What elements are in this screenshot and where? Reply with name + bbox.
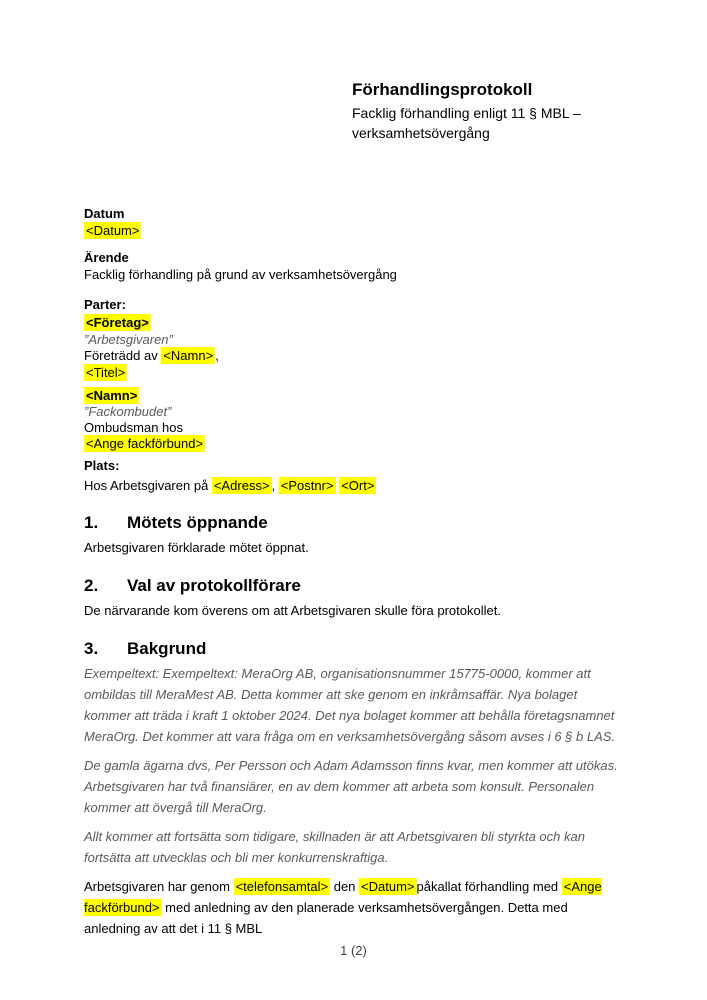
placeholder-namn-union[interactable]: <Namn> xyxy=(86,388,138,403)
section-1-number: 1. xyxy=(84,513,99,532)
union-rep-role: Ombudsman hos xyxy=(84,420,183,435)
document-body xyxy=(84,205,625,939)
field-datum xyxy=(84,205,625,239)
placeholder-datum-closing[interactable]: <Datum> xyxy=(361,879,415,894)
represented-by-suffix: , xyxy=(215,348,219,363)
placeholder-namn-employer[interactable]: <Namn> xyxy=(163,348,214,363)
plats-label: Plats: xyxy=(84,458,120,473)
represented-by-prefix: Företrädd av xyxy=(84,348,162,363)
section-2-body: De närvarande kom överens om att Arbetsgivaren skulle föra protokollet. xyxy=(84,603,501,618)
page-number: 1 (2) xyxy=(340,943,367,958)
placeholder-datum[interactable]: <Datum> xyxy=(86,223,140,238)
background-example-para-1: Exempeltext: Exempeltext: MeraOrg AB, organisationsnummer 15775-0000, kommer att ombildas till MeraMest AB. Detta kommer att ske genom en inkråmsaffär. Nya bolaget kommer att träda i kraft 1 oktober 2024. Det nya bolaget kommer att behålla företagsnamnet MeraOrg. Det kommer att vara fråga om en verksamhetsövergång såsom avses i 6 § b LAS. xyxy=(84,666,616,744)
employer-represented-by xyxy=(84,348,625,365)
background-closing-para xyxy=(84,876,625,939)
arende-text: Facklig förhandling på grund av verksamhetsövergång xyxy=(84,267,397,282)
document-subtitle-line2: verksamhetsövergång xyxy=(352,125,490,141)
closing-part-1: Arbetsgivaren har genom xyxy=(84,879,234,894)
arende-label: Ärende xyxy=(84,250,129,265)
document-subtitle-line1: Facklig förhandling enligt 11 § MBL – xyxy=(352,105,581,121)
section-3-number: 3. xyxy=(84,639,99,658)
section-3-heading xyxy=(84,638,625,660)
placeholder-titel[interactable]: <Titel> xyxy=(86,364,126,380)
plats-text xyxy=(84,477,625,494)
party-union-rep xyxy=(84,388,625,452)
placeholder-fackforbund-closing[interactable]: <Ange fackförbund> xyxy=(84,879,602,915)
placeholder-ort[interactable]: <Ort> xyxy=(341,478,375,493)
background-example-para-3: Allt kommer att fortsätta som tidigare, skillnaden är att Arbetsgivaren bli styrkta och kan fortsätta att utvecklas och bli mer konkurrenskraftiga. xyxy=(84,829,585,865)
plats-separator: , xyxy=(271,478,279,493)
field-arende xyxy=(84,249,625,283)
closing-part-2: den xyxy=(330,879,360,894)
section-1-title: Mötets öppnande xyxy=(127,513,268,532)
parter-label: Parter: xyxy=(84,297,126,312)
placeholder-postnr[interactable]: <Postnr> xyxy=(280,478,334,493)
section-2-heading xyxy=(84,575,625,597)
background-example-para-2: De gamla ägarna dvs, Per Persson och Adam Adamsson finns kvar, men kommer att utökas. Arbetsgivaren har två finansiärer, en av dem kommer att arbeta som konsult. Personalen kommer att övergå till MeraOrg. xyxy=(84,758,618,815)
plats-prefix: Hos Arbetsgivaren på xyxy=(84,478,212,493)
closing-part-4: med anledning av den planerade verksamhetsövergången. Detta med anledning av att det i 11 § MBL xyxy=(84,900,568,936)
placeholder-foretag[interactable]: <Företag> xyxy=(86,315,149,330)
section-3-title: Bakgrund xyxy=(127,639,207,658)
placeholder-adress[interactable]: <Adress> xyxy=(213,478,270,493)
placeholder-fackforbund[interactable]: <Ange fackförbund> xyxy=(86,436,204,451)
section-2-title: Val av protokollförare xyxy=(127,576,301,595)
party-employer xyxy=(84,315,625,381)
section-1-heading xyxy=(84,512,625,534)
datum-label: Datum xyxy=(84,206,125,221)
placeholder-telefonsamtal[interactable]: <telefonsamtal> xyxy=(235,879,329,894)
section-2-number: 2. xyxy=(84,576,99,595)
closing-part-3: påkallat förhandling med xyxy=(416,879,562,894)
document-title: Förhandlingsprotokoll xyxy=(352,80,533,99)
employer-alias: ”Arbetsgivaren” xyxy=(84,331,173,347)
union-rep-alias: ”Fackombudet” xyxy=(84,404,172,419)
document-header xyxy=(352,79,642,143)
section-1-body: Arbetsgivaren förklarade mötet öppnat. xyxy=(84,540,309,555)
